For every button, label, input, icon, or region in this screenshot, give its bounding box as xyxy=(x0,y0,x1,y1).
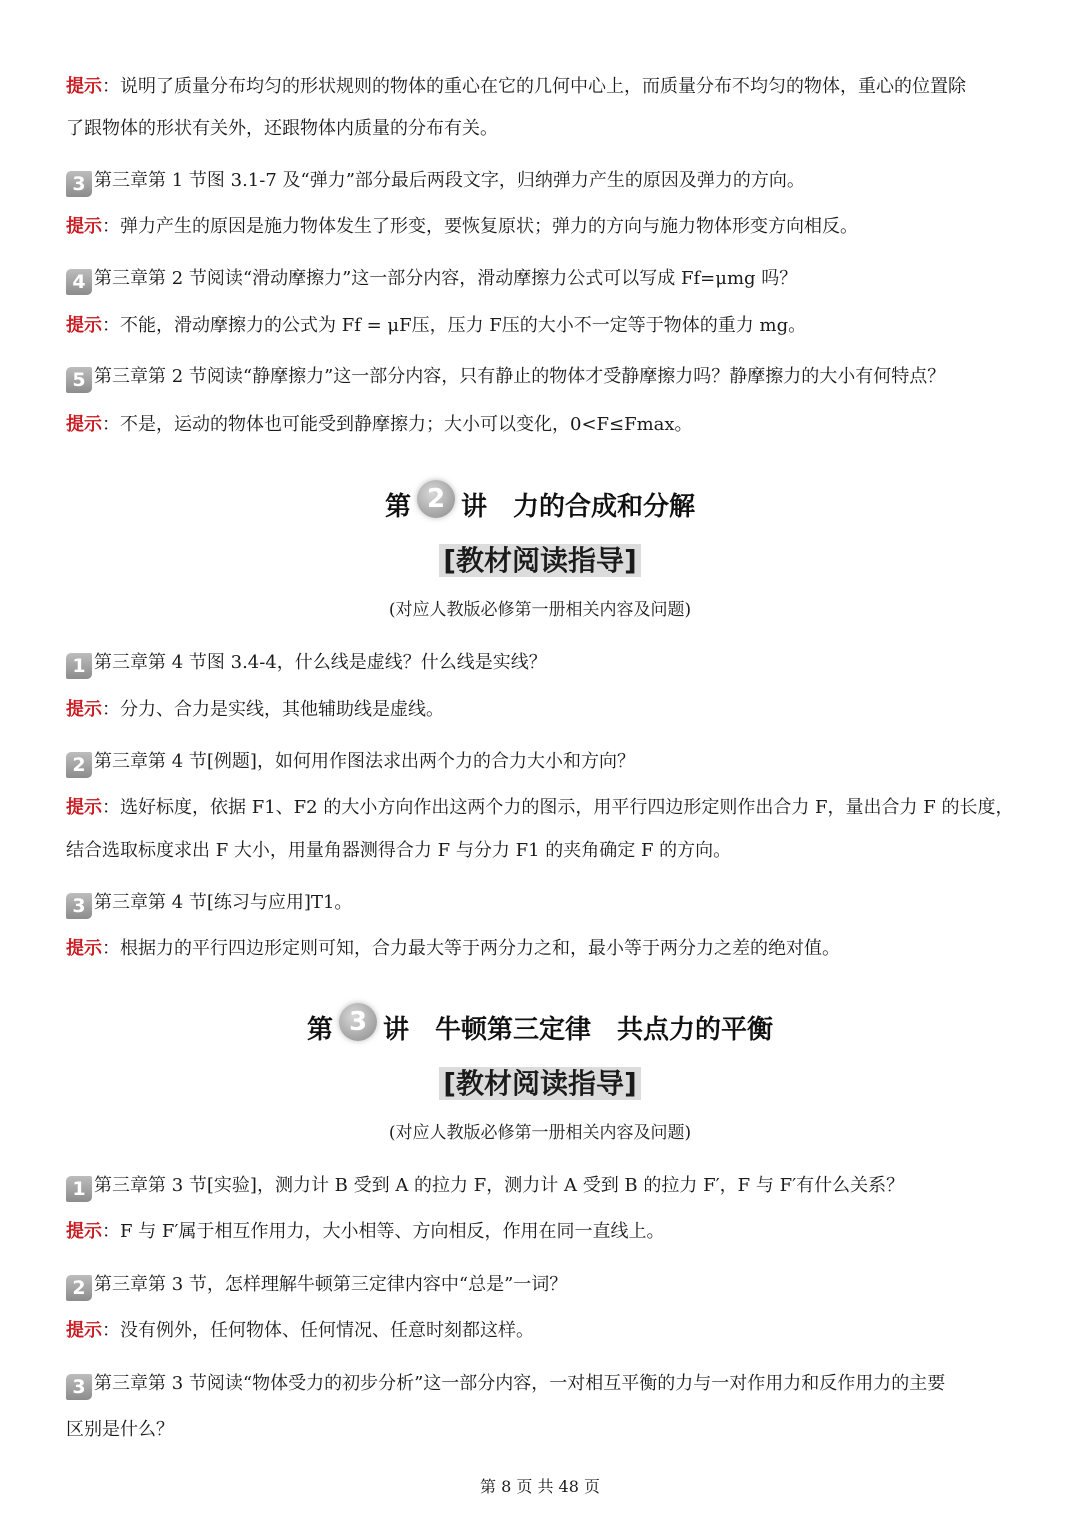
hint-paragraph xyxy=(66,1318,1030,1344)
number-badge: 5 xyxy=(66,367,92,393)
question-item xyxy=(66,749,1030,778)
question-text: 第三章第 4 节[练习与应用]T1。 xyxy=(94,892,353,913)
hint-text: ：选好标度，依据 F1、F2 的大小方向作出这两个力的图示，用平行四边形定则作出合力 F，量出合力 F 的长度， xyxy=(102,797,1014,818)
guide-subtitle: (对应人教版必修第一册相关内容及问题) xyxy=(388,1123,692,1143)
hint-text: ：没有例外，任何物体、任何情况、任意时刻都这样。 xyxy=(102,1320,534,1341)
hint-label: 提示 xyxy=(66,699,102,720)
hint-paragraph xyxy=(66,936,1030,962)
hint-text: ：说明了质量分布均匀的形状规则的物体的重心在它的几何中心上，而质量分布不均匀的物体，重心的位置除 xyxy=(102,76,966,97)
hint-label: 提示 xyxy=(66,797,102,818)
guide-subtitle: (对应人教版必修第一册相关内容及问题) xyxy=(388,600,692,620)
question-item xyxy=(66,1272,1030,1301)
hint-label: 提示 xyxy=(66,414,102,435)
hint-text: ：不是，运动的物体也可能受到静摩擦力；大小可以变化，0<F≤Fmax。 xyxy=(102,414,693,435)
question-item xyxy=(66,1371,1030,1400)
hint-label: 提示 xyxy=(66,938,102,959)
question-text: 第三章第 1 节图 3.1-7 及“弹力”部分最后两段文字，归纳弹力产生的原因及弹力的方向。 xyxy=(94,170,805,191)
number-badge: 2 xyxy=(66,1275,92,1301)
hint-paragraph xyxy=(66,795,1030,821)
hint-label: 提示 xyxy=(66,1221,102,1242)
heading-title: 讲 力的合成和分解 xyxy=(461,492,696,522)
hint-paragraph xyxy=(66,1219,1030,1245)
heading-title: 讲 牛顿第三定律 共点力的平衡 xyxy=(383,1015,774,1045)
hint-label: 提示 xyxy=(66,1320,102,1341)
guide-title xyxy=(0,1064,1080,1104)
question-text: 第三章第 3 节阅读“物体受力的初步分析”这一部分内容，一对相互平衡的力与一对作用力和反作用力的主要 xyxy=(94,1373,946,1394)
lecture-heading xyxy=(0,480,1080,527)
hint-text: ：F 与 F′属于相互作用力，大小相等、方向相反，作用在同一直线上。 xyxy=(102,1221,665,1242)
question-continuation: 区别是什么？ xyxy=(66,1419,174,1440)
hint-continuation: 了跟物体的形状有关外，还跟物体内质量的分布有关。 xyxy=(66,118,498,139)
question-item xyxy=(66,364,1030,393)
number-badge: 1 xyxy=(66,1176,92,1202)
hint-text: ：分力、合力是实线，其他辅助线是虚线。 xyxy=(102,699,444,720)
number-badge: 3 xyxy=(66,171,92,197)
guide-title-text: [教材阅读指导] xyxy=(439,544,641,577)
lecture-number-badge: 3 xyxy=(339,1003,377,1041)
question-text: 第三章第 2 节阅读“静摩擦力”这一部分内容，只有静止的物体才受静摩擦力吗？静摩擦力的大小有何特点？ xyxy=(94,366,946,387)
heading-prefix: 第 xyxy=(306,1015,333,1045)
question-text: 第三章第 3 节，怎样理解牛顿第三定律内容中“总是”一词？ xyxy=(94,1274,568,1295)
lecture-number-badge: 2 xyxy=(417,480,455,518)
question-item xyxy=(66,266,1030,295)
question-text: 第三章第 2 节阅读“滑动摩擦力”这一部分内容，滑动摩擦力公式可以写成 Ff=μmg 吗？ xyxy=(94,268,798,289)
question-item xyxy=(66,650,1030,679)
question-item xyxy=(66,1173,1030,1202)
hint-paragraph xyxy=(66,412,1030,438)
question-item xyxy=(66,168,1030,197)
hint-paragraph xyxy=(66,697,1030,723)
number-badge: 4 xyxy=(66,269,92,295)
question-text: 第三章第 4 节[例题]，如何用作图法求出两个力的合力大小和方向？ xyxy=(94,751,635,772)
number-badge: 3 xyxy=(66,893,92,919)
question-text: 第三章第 3 节[实验]，测力计 B 受到 A 的拉力 F，测力计 A 受到 B 的拉力 F′，F 与 F′有什么关系？ xyxy=(94,1175,905,1196)
page-footer: 第 8 页 共 48 页 xyxy=(480,1477,600,1496)
hint-text: ：弹力产生的原因是施力物体发生了形变，要恢复原状；弹力的方向与施力物体形变方向相反。 xyxy=(102,216,858,237)
hint-label: 提示 xyxy=(66,315,102,336)
hint-paragraph xyxy=(66,74,1030,100)
question-item xyxy=(66,890,1030,919)
guide-title xyxy=(0,541,1080,581)
hint-label: 提示 xyxy=(66,216,102,237)
question-text: 第三章第 4 节图 3.4-4，什么线是虚线？什么线是实线？ xyxy=(94,652,547,673)
guide-title-text: [教材阅读指导] xyxy=(439,1067,641,1100)
hint-label: 提示 xyxy=(66,76,102,97)
hint-paragraph xyxy=(66,313,1030,339)
hint-paragraph xyxy=(66,214,1030,240)
number-badge: 2 xyxy=(66,752,92,778)
hint-text: ：根据力的平行四边形定则可知，合力最大等于两分力之和，最小等于两分力之差的绝对值。 xyxy=(102,938,840,959)
number-badge: 1 xyxy=(66,653,92,679)
heading-prefix: 第 xyxy=(384,492,411,522)
lecture-heading xyxy=(0,1003,1080,1050)
hint-text: ：不能，滑动摩擦力的公式为 Ff = μF压，压力 F压的大小不一定等于物体的重力 mg。 xyxy=(102,315,807,336)
number-badge: 3 xyxy=(66,1374,92,1400)
hint-continuation: 结合选取标度求出 F 大小，用量角器测得合力 F 与分力 F1 的夹角确定 F 的方向。 xyxy=(66,840,732,861)
